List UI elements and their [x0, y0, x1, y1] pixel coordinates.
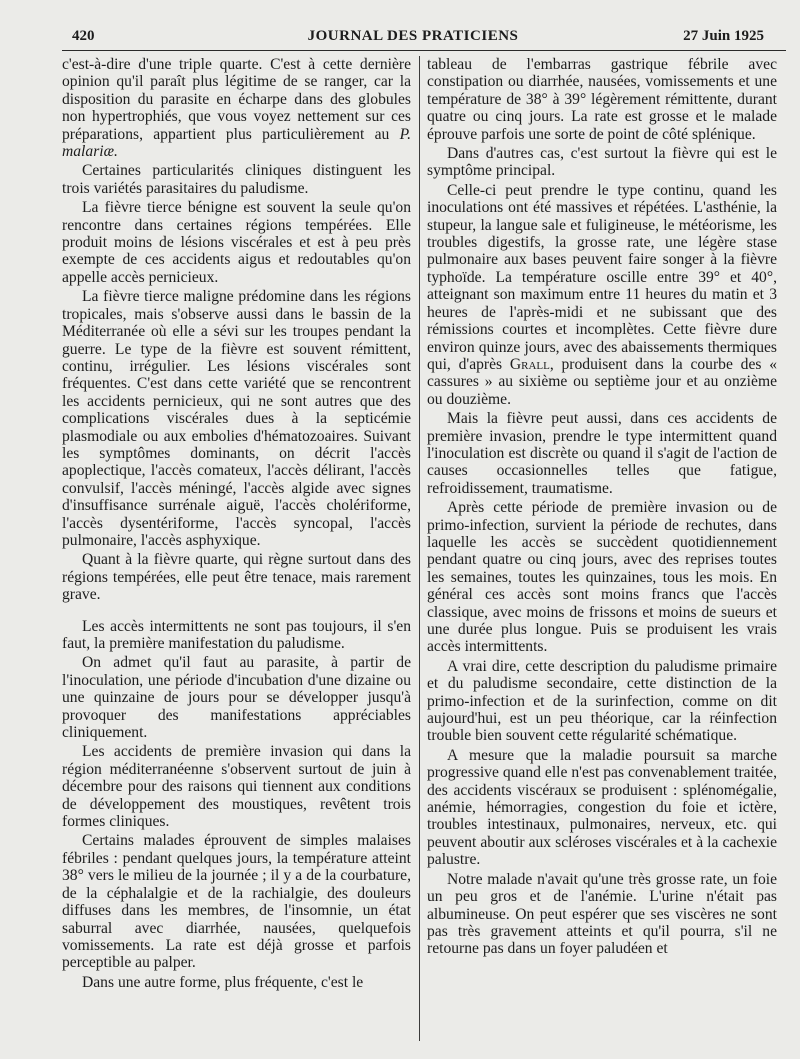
journal-title: JOURNAL DES PRATICIENS [307, 28, 519, 44]
paragraph: La fièvre tierce maligne prédomine dans les régions tropicales, mais s'observe aussi dans le bassin de la Méditerranée où elle a sévi sur les troupes pendant la guerre. Le type de la fièvre est souvent rémittent, continu, irrégulier. Les lésions viscérales sont fréquentes. C'est dans cette variété que se rencontrent les accidents pernicieux, qui ne sont autres que des complications viscérales dues à la septicémie plasmodiale ou aux embolies d'hématozoaires. Suivant les symptômes dominants, on décrit l'accès apoplectique, l'accès comateux, l'accès délirant, l'accès convulsif, l'accès méningé, l'accès algide avec signes d'insuffisance surrénale aiguë, l'accès cholériforme, l'accès dysentériforme, l'accès syncopal, l'accès pulmonaire, l'accès asphyxique. [62, 288, 411, 549]
paragraph-text: c'est-à-dire d'une triple quarte. C'est à cette dernière opinion qu'il paraît plus légitime de se ranger, car la disposition du parasite en écharpe dans des globules non hypertrophiés, que vous voyez nettement sur ces préparations, appartient plus particulièrement au [62, 56, 411, 143]
running-head [62, 26, 764, 48]
paragraph: Certaines particularités cliniques distinguent les trois variétés parasitaires du paludisme. [62, 162, 411, 197]
author-name: Grall [509, 355, 550, 373]
paragraph: Les accidents de première invasion qui dans la région méditerranéenne s'observent surtout de juin à décembre pour des raisons qui tiennent aux conditions de développement des moustiques, revêtent trois formes cliniques. [62, 743, 411, 831]
paragraph-text: Celle-ci peut prendre le type continu, quand les inoculations ont été massives et répétées. L'asthénie, la stupeur, la langue sale et fuligineuse, le météorisme, les troubles digestifs, la grosse rate, une légère stase pulmonaire aux bases peuvent faire songer à la fièvre typhoïde. La température oscille entre 39° et 40°, atteignant son maximum entre 11 heures du matin et 3 heures de l'après-midi et ne subissant que des rémissions courtes et incomplètes. Cette fièvre dure environ quinze jours, avec des abaissements thermiques qui, d'après [427, 181, 777, 373]
paragraph: Après cette période de première invasion ou de primo-infection, survient la période de rechutes, dans laquelle les accès se succèdent quotidiennement pendant quatre ou cinq jours, avec des reprises toutes les semaines, toutes les quinzaines, tous les mois. En général ces accès sont moins francs que l'accès classique, avec moins de frissons et moins de sueurs et une durée plus longue. Puis se produisent les vrais accès intermittents. [427, 499, 777, 656]
right-column [427, 56, 777, 960]
species-name: P. malariæ. [62, 125, 411, 161]
header-rule [62, 50, 786, 51]
paragraph: tableau de l'embarras gastrique fébrile avec constipation ou diarrhée, nausées, vomissements et une température de 38° à 39° légèrement rémittente, durant quatre ou cinq jours. La rate est grosse et le malade éprouve parfois une sorte de point de côté splénique. [427, 56, 777, 143]
paragraph: Notre malade n'avait qu'une très grosse rate, un foie un peu gros et de l'anémie. L'urine n'était pas albumineuse. On peut espérer que ses viscères ne sont pas très gravement atteints et qu'il pourra, s'il ne retourne pas dans un foyer paludéen et [427, 870, 777, 958]
page-number: 420 [72, 28, 95, 44]
paragraph [427, 182, 777, 408]
paragraph: La fièvre tierce bénigne est souvent la seule qu'on rencontre dans certaines régions tempérées. Elle produit moins de lésions viscérales et est à peu près exempte de ces accidents aigus et redoutables qu'on appelle accès pernicieux. [62, 199, 411, 286]
paragraph: On admet qu'il faut au parasite, à partir de l'inoculation, une période d'incubation d'une dizaine ou une quinzaine de jours pour se développer jusqu'à provoquer des manifestations appréciables cliniquement. [62, 654, 411, 742]
column-divider [419, 56, 420, 1041]
paragraph: Dans une autre forme, plus fréquente, c'est le [82, 973, 364, 991]
paragraph: Certains malades éprouvent de simples malaises fébriles : pendant quelques jours, la température atteint 38° vers le milieu de la journée ; il y a de la courbature, de la céphalalgie et de la rachialgie, des douleurs diffuses dans les membres, de l'insomnie, un état saburral avec diarrhée, nausées, quelquefois vomissements. La rate est déjà grosse et parfois perceptible au palper. [62, 832, 411, 972]
paragraph: Quant à la fièvre quarte, qui règne surtout dans des régions tempérées, elle peut être tenace, mais rarement grave. [62, 551, 411, 604]
left-column [62, 56, 411, 993]
paragraph: Les accès intermittents ne sont pas toujours, il s'en faut, la première manifestation du paludisme. [62, 617, 411, 652]
issue-date: 27 Juin 1925 [683, 28, 764, 44]
paragraph: A vrai dire, cette description du paludisme primaire et du paludisme secondaire, cette distinction de la primo-infection et de la surinfection, comme on dit aujourd'hui, est un peu théorique, car la réinfection trouble bien souvent cette régularité schématique. [427, 657, 777, 745]
paragraph: Dans d'autres cas, c'est surtout la fièvre qui est le symptôme principal. [427, 145, 777, 180]
paragraph [62, 56, 411, 160]
paragraph-text: , produisent dans la courbe des « cassures » au sixième ou septième jour et au onzième ou douzième. [427, 355, 777, 408]
paragraph: Mais la fièvre peut aussi, dans ces accidents de première invasion, prendre le type intermittent quand l'inoculation est discrète ou quand il s'agit de l'action de causes occasionnelles telles que fatigue, refroidissement, traumatisme. [427, 410, 777, 497]
paragraph: A mesure que la maladie poursuit sa marche progressive quand elle n'est pas convenablement traitée, des accidents viscéraux se produisent : splénomégalie, anémie, hémorragies, congestion du foie et ictère, troubles intestinaux, pulmonaires, nerveux, etc. qui peuvent aboutir aux scléroses viscérales et à la cachexie palustre. [427, 746, 777, 869]
